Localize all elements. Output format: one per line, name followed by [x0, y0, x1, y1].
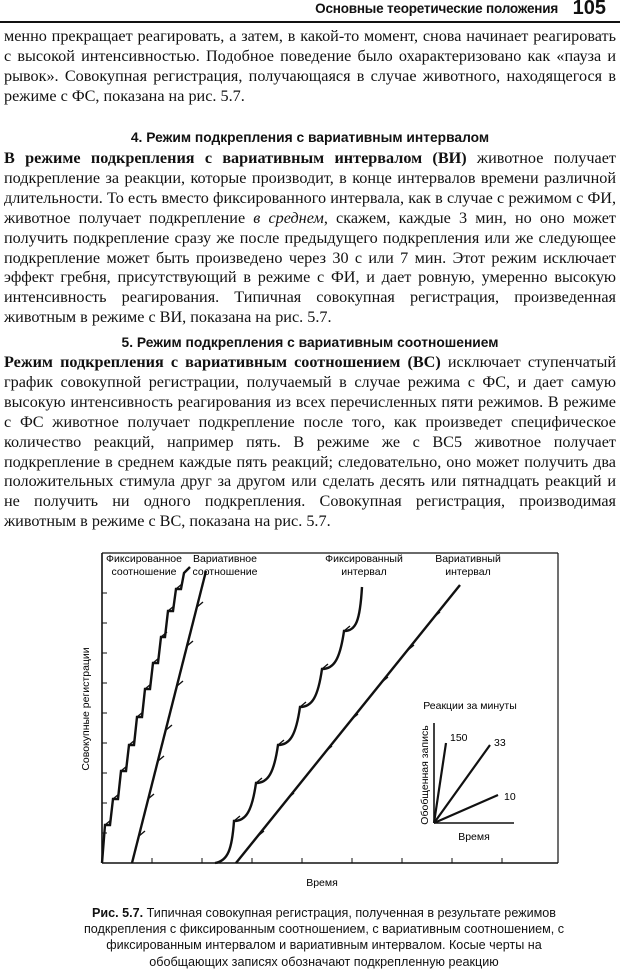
- intro-text: менно прекращает реагировать, а затем, в какой-то момент, снова начинает реагировать с высокой интенсивностью. Подобное поведение было охарактеризовано как «пауза и рывок». Совокупная регистрация, получающаяся в случае животного, находящегося в режиме с ФС, показана на рис. 5.7.: [4, 27, 616, 105]
- section-4-lead: В режиме подкрепления с вариативным интервалом (ВИ): [4, 149, 467, 167]
- section-4-text-1: животное получает подкрепление за реакции, которые производит, в конце интервалов времени различной длительности. То есть вместо фиксированного интервала, как в случае с режимом с ФИ, животное получает подкрепление: [4, 149, 616, 227]
- section-5-lead: Режим подкрепления с вариативным соотношением (ВС): [4, 353, 441, 371]
- inset-rate-33: 33: [494, 737, 506, 749]
- y-axis-label: Совокупные регистрации: [80, 647, 92, 771]
- label-variable-interval-1: Вариативный: [435, 553, 501, 565]
- section-5-text: исключает ступенчатый график совокупной регистрации, получаемый в случае режима с ФС, и дает самую высокую интенсивность реагирования из всех перечисленных пяти режимов. В режиме с ФС животное получает подкрепление после того, как произведет специфическое количество реакций, например пять. В режиме же с ВС5 животное получает подкрепление в среднем каждые пять реакций; следовательно, оно может получить два положительных стимула друг за другом или сделать десять или пятнадцать реакций и не получить ни одного подкрепления. Совокупная регистрация, производимая животным в режиме с ВС, показана на рис. 5.7.: [4, 353, 616, 531]
- label-variable-ratio-2: соотношение: [192, 566, 258, 578]
- label-fixed-interval-1: Фиксированный: [325, 553, 403, 565]
- cumulative-record-diagram: [70, 549, 562, 898]
- section-5-paragraph: [4, 353, 616, 532]
- inset-rate-150: 150: [450, 732, 468, 744]
- header-rule: [0, 21, 620, 23]
- caption-text: Типичная совокупная регистрация, полученная в результате режимов подкрепления с фиксированным соотношением, с вариативным соотношением, с фиксированным интервалом и вариативным интервалом. Косые черты на обобщающих записях обозначают подкрепленную реакцию: [83, 906, 565, 969]
- header-title: Основные теоретические положения: [315, 1, 558, 16]
- caption-label: Рис. 5.7.: [92, 906, 144, 920]
- section-4-paragraph: [4, 149, 616, 328]
- page-number: 105: [572, 0, 606, 19]
- section-4-heading: 4. Режим подкрепления с вариативным интервалом: [130, 130, 490, 145]
- label-fixed-ratio-2: соотношение: [111, 566, 177, 578]
- label-fixed-ratio-1: Фиксированное: [106, 553, 182, 565]
- fixed-ratio-curve: [102, 567, 190, 863]
- inset-rate-10: 10: [504, 791, 516, 803]
- inset-title: Реакции за минуты: [423, 700, 517, 712]
- fixed-interval-curve: [215, 587, 362, 863]
- section-5-heading: 5. Режим подкрепления с вариативным соотношением: [121, 335, 499, 350]
- inset-y-label: Обобщенная запись: [419, 725, 431, 825]
- section-4-text-2: , скажем, каждые 3 мин, но оно может получить подкрепление сразу же после предыдущего подкрепления или же следующее подкрепление может быть произведено через 30 с или 7 мин. Этот режим исключает эффект гребня, присутствующий в режиме с ФИ, и дает ровную, умеренно высокую интенсивность реагирования. Типичная совокупная регистрация, произведенная животным в режиме с ВИ, показана на рис. 5.7.: [4, 208, 617, 327]
- figure-caption: [74, 905, 574, 970]
- inset-x-label: Время: [458, 831, 490, 843]
- rate-inset: [419, 700, 517, 843]
- inset-line-150: [434, 743, 446, 823]
- label-variable-interval-2: интервал: [445, 566, 491, 578]
- intro-paragraph: [4, 27, 616, 107]
- label-fixed-interval-2: интервал: [341, 566, 387, 578]
- label-variable-ratio-1: Вариативное: [193, 553, 257, 565]
- figure-5-7: [70, 549, 562, 898]
- section-4-emphasis: в среднем: [253, 208, 324, 227]
- running-header: [0, 0, 620, 22]
- x-axis-label: Время: [306, 877, 338, 889]
